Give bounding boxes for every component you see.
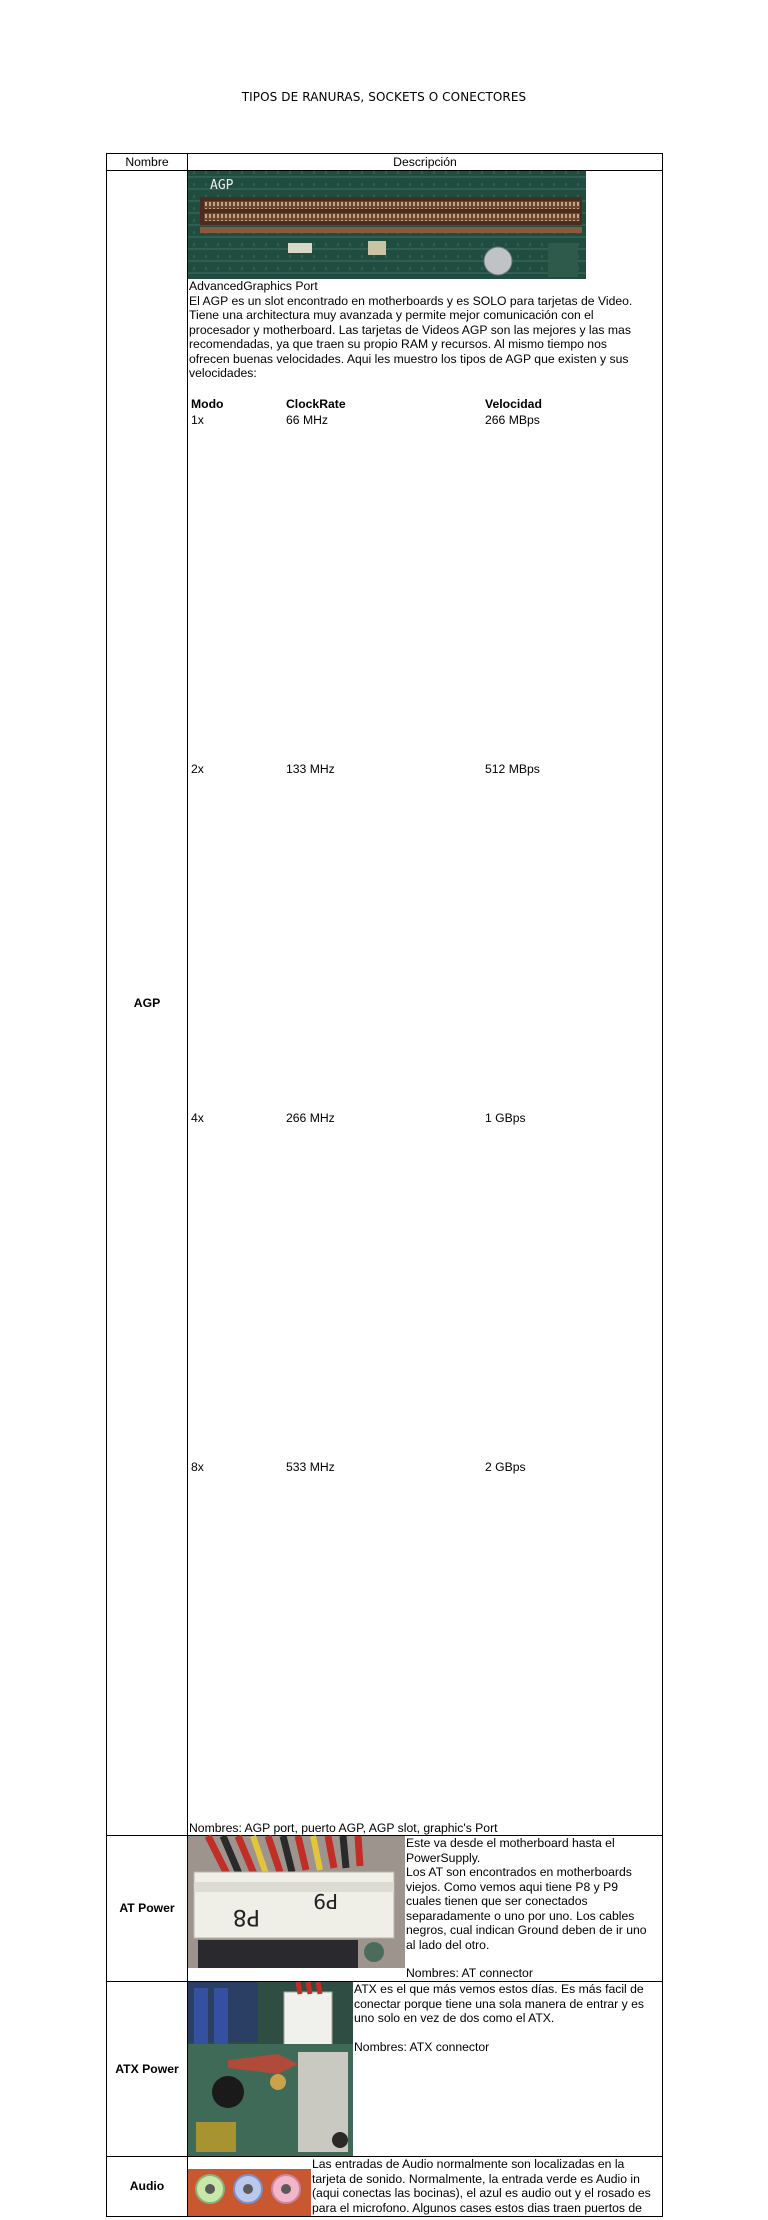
modes-cell: 2 GBps — [485, 1459, 526, 1474]
audio-description — [311, 2157, 651, 2216]
table-row — [107, 1982, 663, 2157]
modes-header: Velocidad — [485, 396, 542, 411]
connectors-table — [106, 153, 663, 2217]
row-desc-agp — [188, 171, 663, 1836]
header-description: Descripción — [188, 154, 663, 171]
modes-row — [191, 413, 585, 762]
text-line: PowerSupply. — [406, 1850, 481, 1865]
row-name-at-power: AT Power — [107, 1836, 188, 1982]
text-line: velocidades: — [189, 366, 257, 380]
table-row — [107, 171, 663, 1836]
agp-modes-table — [191, 395, 585, 1809]
row-desc-audio — [188, 2157, 663, 2217]
modes-cell: 266 MHz — [286, 1110, 335, 1125]
p9-label: P9 — [313, 1889, 338, 1913]
agp-photo-label: AGP — [210, 178, 234, 193]
row-desc-atx-power — [188, 1982, 663, 2157]
at-names: Nombres: AT connector — [406, 1966, 533, 1980]
text-line: Tiene una architectura muy avanzada y permite mejor comunicación con el — [189, 308, 594, 322]
audio-ports-photo — [188, 2169, 311, 2216]
text-line: ofrecen buenas velocidades. Aqui les muestro los tipos de AGP que existen y sus — [189, 351, 629, 366]
atx-names: Nombres: ATX connector — [354, 2039, 490, 2054]
modes-cell: 133 MHz — [286, 761, 335, 776]
agp-names: Nombres: AGP port, puerto AGP, AGP slot, graphic's Port — [189, 1820, 498, 1835]
text-line: separadamente o uno por uno. Los cables — [406, 1908, 635, 1923]
text-line: Las entradas de Audio normalmente son localizadas en la — [312, 2157, 625, 2171]
modes-row — [191, 1460, 585, 1809]
atx-connector-photo — [188, 1982, 353, 2156]
text-line: El AGP es un slot encontrado en motherboards y es SOLO para tarjetas de Video. — [189, 293, 633, 308]
agp-slot-photo — [188, 171, 586, 279]
header-name: Nombre — [107, 154, 188, 171]
modes-cell: 66 MHz — [286, 412, 328, 427]
at-description — [405, 1836, 647, 1981]
row-name-atx-power: ATX Power — [107, 1982, 188, 2157]
modes-cell: 512 MBps — [485, 761, 540, 776]
modes-header: ClockRate — [286, 396, 346, 411]
row-name-agp: AGP — [107, 171, 188, 1836]
modes-row — [191, 1111, 585, 1460]
agp-description — [188, 279, 662, 381]
row-desc-at-power — [188, 1836, 663, 1982]
text-line: para el microfono. Algunos cases estos dias traen puertos de — [312, 2200, 642, 2215]
modes-header-row — [191, 395, 585, 413]
text-line: cuales tienen que ser conectados — [406, 1894, 588, 1908]
modes-header: Modo — [191, 396, 224, 411]
text-line: viejos. Como vemos aqui tiene P8 y P9 — [406, 1879, 619, 1894]
text-line: tarjeta de sonido. Normalmente, la entrada verde es Audio in — [312, 2171, 640, 2186]
modes-cell: 1 GBps — [485, 1110, 526, 1125]
atx-description — [353, 1982, 644, 2156]
modes-cell: 2x — [191, 761, 204, 776]
row-name-audio: Audio — [107, 2157, 188, 2217]
modes-cell: 1x — [191, 412, 204, 427]
modes-cell: 4x — [191, 1110, 204, 1125]
modes-cell: 533 MHz — [286, 1459, 335, 1474]
table-row — [107, 2157, 663, 2217]
text-line: AdvancedGraphics Port — [189, 279, 318, 293]
text-line: al lado del otro. — [406, 1937, 490, 1952]
text-line: uno solo en vez de dos como el ATX. — [354, 2011, 555, 2025]
at-connector-photo — [188, 1836, 405, 1968]
text-line: recomendadas, ya que traen su propio RAM y recursos. Al mismo tiempo nos — [189, 337, 607, 351]
document-title: TIPOS DE RANURAS, SOCKETS O CONECTORES — [241, 90, 527, 104]
table-header-row — [107, 154, 663, 171]
text-line: (aqui conectas las bocinas), el azul es audio out y el rosado es — [312, 2186, 651, 2200]
text-line: Los AT son encontrados en motherboards — [406, 1865, 632, 1879]
p8-label: P8 — [232, 1904, 260, 1929]
text-line: Este va desde el motherboard hasta el — [406, 1836, 615, 1850]
modes-cell: 266 MBps — [485, 412, 540, 427]
text-line: conectar porque tiene una sola manera de entrar y es — [354, 1996, 644, 2011]
modes-cell: 8x — [191, 1459, 204, 1474]
text-line: procesador y motherboard. Las tarjetas de Videos AGP son las mejores y las mas — [189, 322, 631, 337]
table-row — [107, 1836, 663, 1982]
modes-row — [191, 762, 585, 1111]
text-line: ATX es el que más vemos estos días. Es más facil de — [354, 1982, 644, 1996]
text-line: negros, cual indican Ground deben de ir uno — [406, 1923, 647, 1937]
